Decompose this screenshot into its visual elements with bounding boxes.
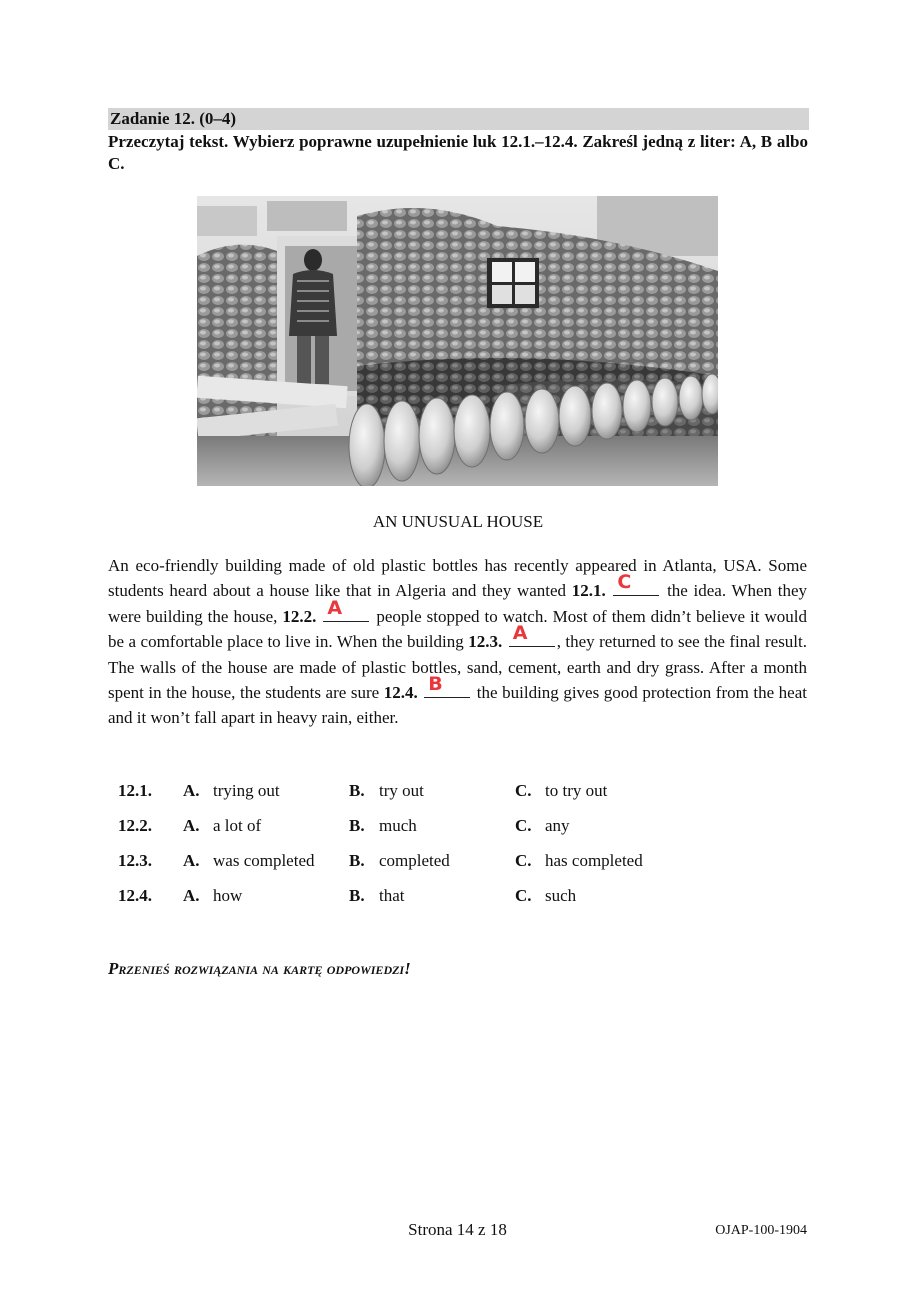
option-letter[interactable]: C.	[515, 781, 532, 800]
handwritten-answer-12-2: A	[327, 596, 343, 619]
page-number: Strona 14 z 18	[408, 1220, 507, 1239]
handwritten-answer-12-1: C	[617, 571, 632, 594]
option-letter[interactable]: C.	[515, 816, 532, 835]
item-number: 12.4.	[118, 886, 152, 905]
option-text: any	[545, 816, 570, 835]
option-text: trying out	[213, 781, 280, 800]
option-row-12-1	[118, 779, 718, 814]
text-segment: the building gives good protection from the heat and it won’t fall apart in heavy rain, either.	[108, 683, 807, 728]
gap-12-4	[424, 673, 470, 698]
option-letter[interactable]: B.	[349, 816, 365, 835]
option-text: a lot of	[213, 816, 262, 835]
option-text: try out	[379, 781, 424, 800]
option-letter[interactable]: C.	[515, 851, 532, 870]
item-number: 12.2.	[118, 816, 152, 835]
item-number: 12.1.	[118, 781, 152, 800]
gap-12-1	[613, 571, 659, 596]
task-header: Zadanie 12. (0–4)	[108, 108, 809, 130]
option-row-12-2	[118, 814, 718, 849]
option-letter[interactable]: A.	[183, 816, 200, 835]
option-letter[interactable]: A.	[183, 851, 200, 870]
option-text: how	[213, 886, 243, 905]
option-letter[interactable]: B.	[349, 886, 365, 905]
option-letter[interactable]: A.	[183, 781, 200, 800]
option-text: was completed	[213, 851, 315, 870]
handwritten-answer-12-4: B	[428, 673, 443, 696]
option-letter[interactable]: B.	[349, 781, 365, 800]
gap-12-3	[509, 622, 555, 647]
option-text: that	[379, 886, 405, 905]
text-segment: the idea. When they were building the house,	[108, 581, 807, 626]
option-text: completed	[379, 851, 450, 870]
article-text	[108, 553, 807, 731]
option-text: has completed	[545, 851, 643, 870]
transfer-note: Przenieś rozwiązania na kartę odpowiedzi!	[108, 959, 411, 978]
option-row-12-3	[118, 849, 718, 884]
text-segment: people stopped to watch. Most of them didn’t believe it would be a comfortable place to live in. When the building	[108, 606, 807, 652]
task-instruction: Przeczytaj tekst. Wybierz poprawne uzupełnienie luk 12.1.–12.4. Zakreśl jedną z liter: A, B albo C.	[108, 132, 808, 173]
text-segment: An eco-friendly building made of old plastic bottles has recently appeared in Atlanta, USA. Some students heard about a house like that in Algeria and they wanted	[108, 556, 807, 601]
text-segment: , they returned to see the final result. The walls of the house are made of plastic bottles, sand, cement, earth and dry grass. After a month spent in the house, the students are sure	[108, 632, 808, 703]
gap-label-12-1: 12.1.	[571, 581, 606, 601]
option-text: to try out	[545, 781, 608, 800]
gap-12-2	[323, 596, 369, 622]
option-letter[interactable]: A.	[183, 886, 200, 905]
option-letter[interactable]: B.	[349, 851, 365, 870]
article-title: AN UNUSUAL HOUSE	[372, 512, 544, 531]
option-text: much	[379, 816, 417, 835]
item-number: 12.3.	[118, 851, 152, 870]
handwritten-answer-12-3: A	[512, 622, 528, 645]
option-row-12-4	[118, 884, 718, 919]
option-text: such	[545, 886, 577, 905]
document-code: OJAP-100-1904	[715, 1223, 807, 1238]
gap-label-12-2: 12.2.	[282, 606, 317, 626]
options-table	[118, 779, 718, 919]
gap-label-12-4: 12.4.	[383, 683, 418, 703]
option-letter[interactable]: C.	[515, 886, 532, 905]
gap-label-12-3: 12.3.	[468, 632, 503, 652]
house-photo	[197, 196, 718, 486]
